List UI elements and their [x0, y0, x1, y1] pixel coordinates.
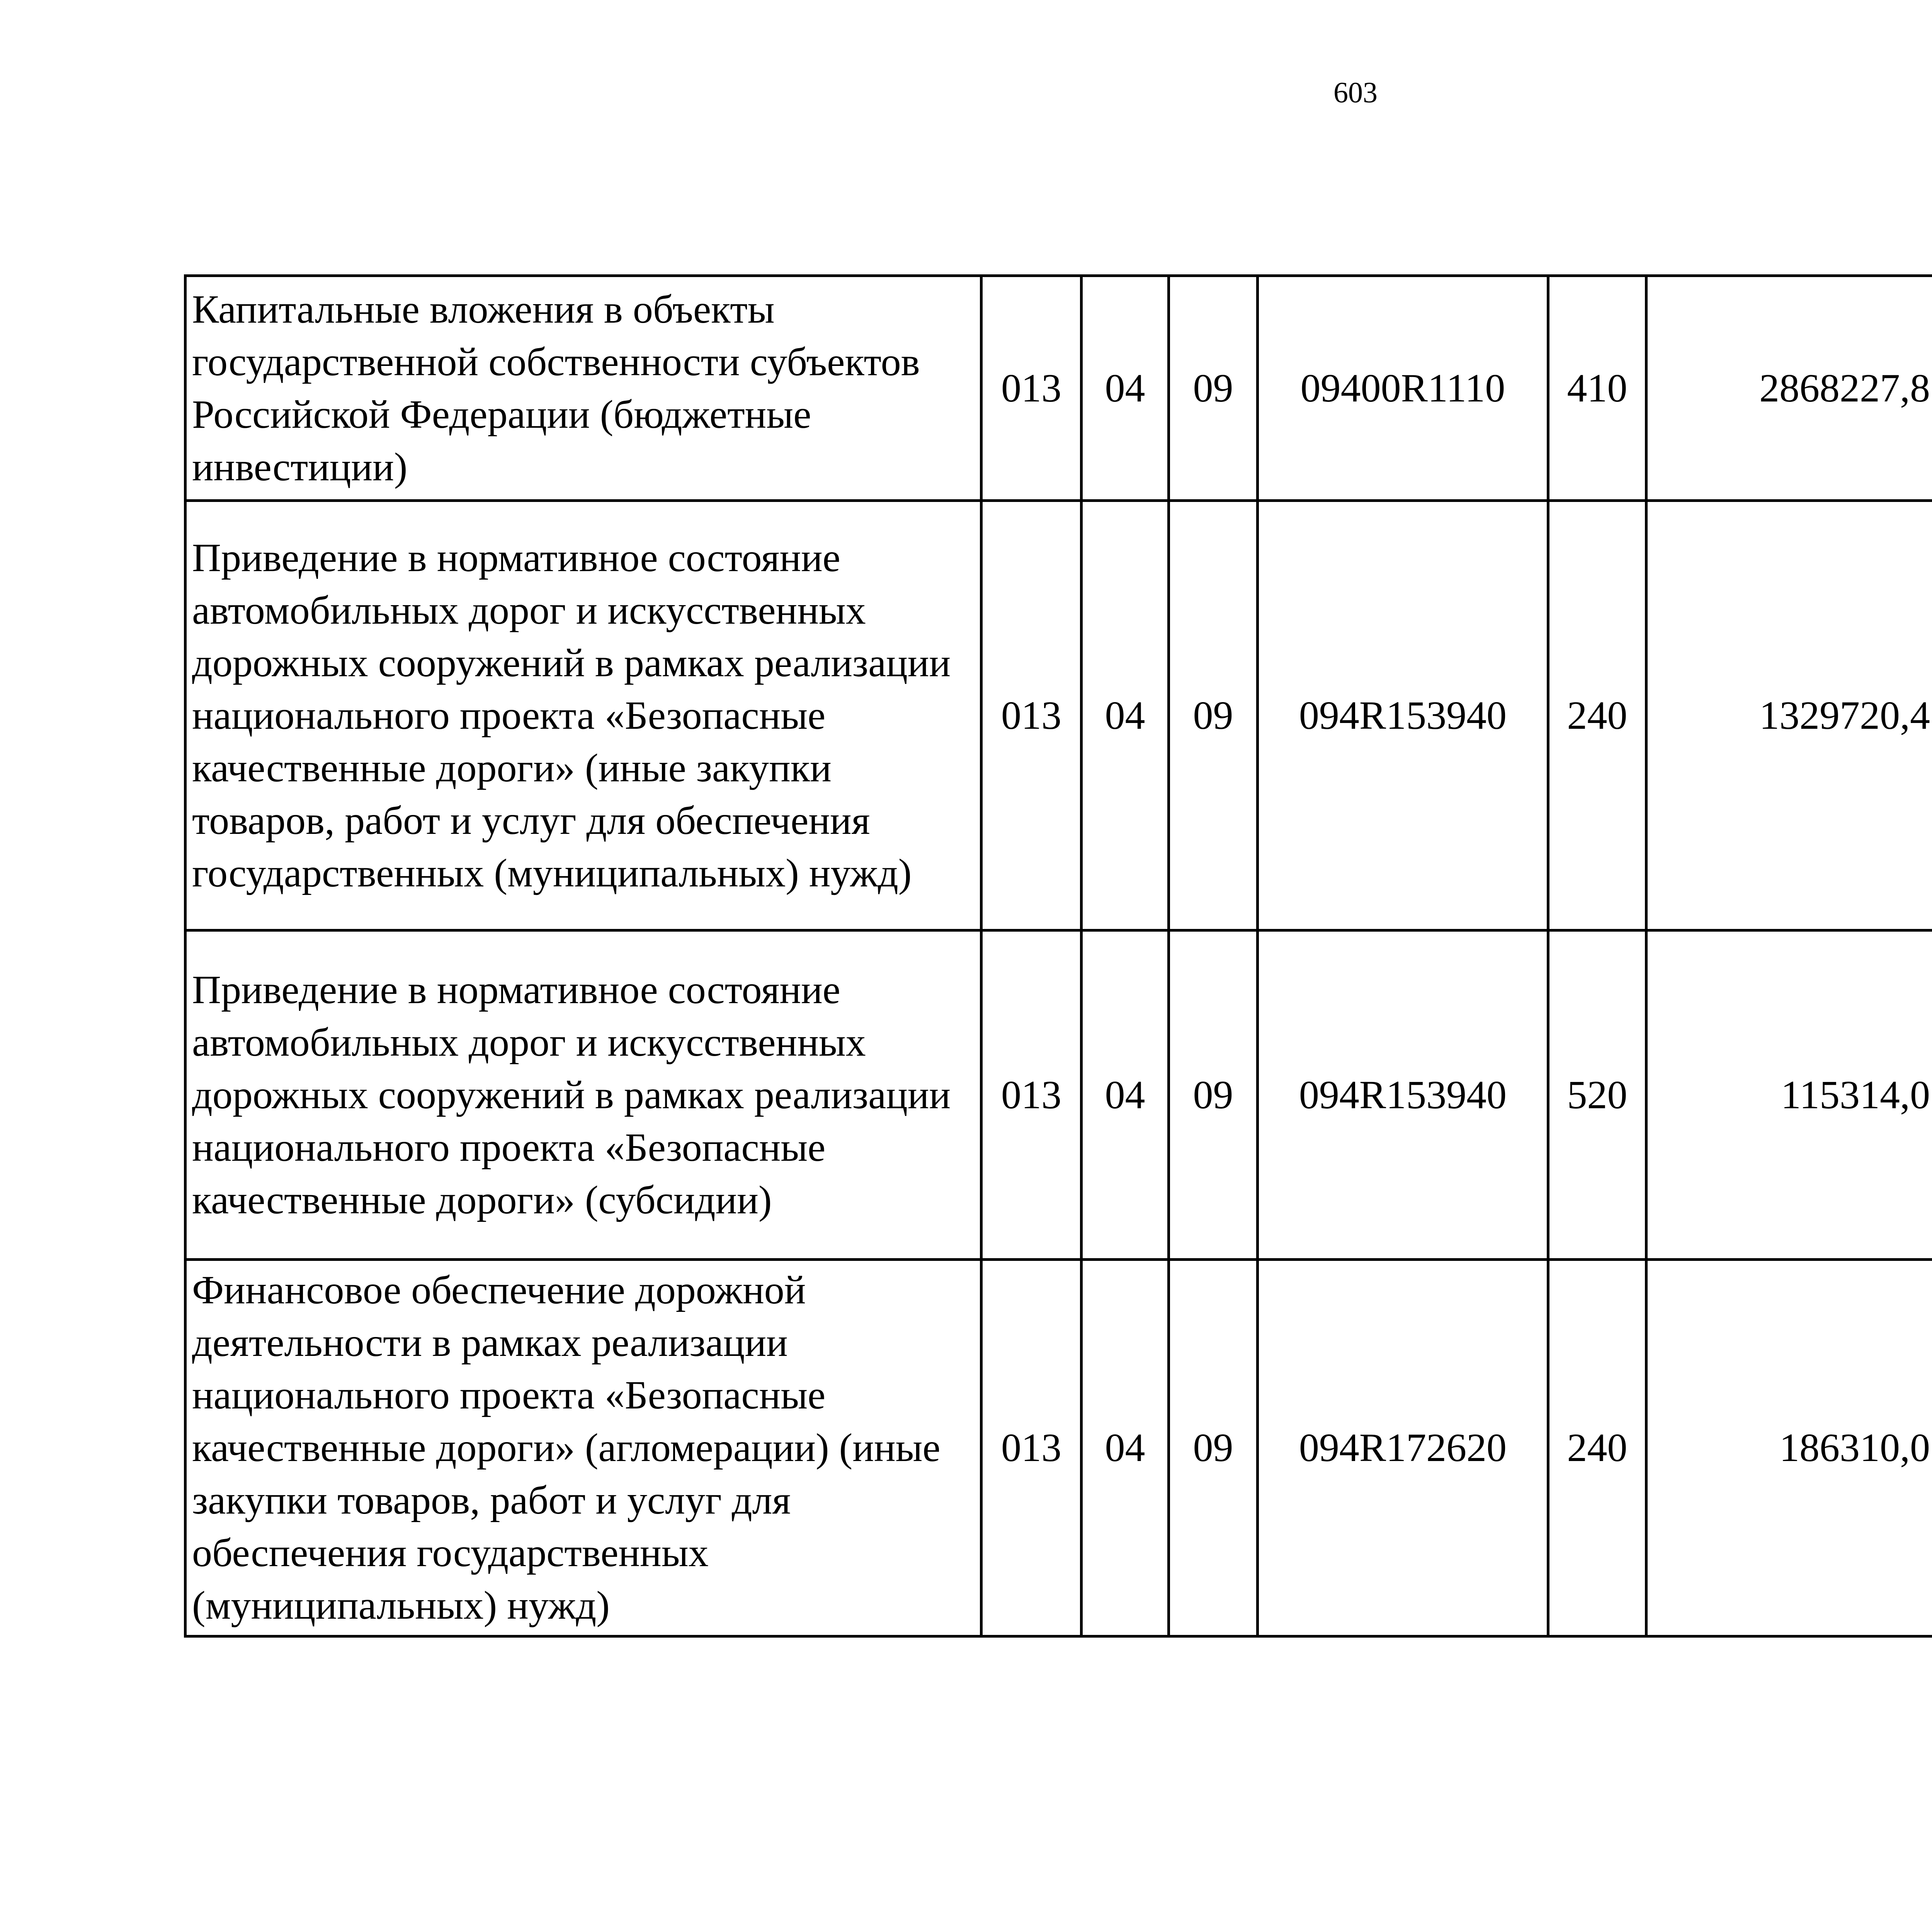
target-article-code: 094R172620 [1258, 1260, 1548, 1636]
expense-type-code: 520 [1548, 930, 1646, 1260]
row-description: Приведение в нормативное состояние автомобильных дорог и искусственных дорожных сооружений в рамках реализации национального проекта «Безопасные качественные дороги» (иные закупки товаров, работ и услуг для обеспечения государственных (муниципальных) нужд) [185, 501, 981, 930]
expense-type-code: 410 [1548, 276, 1646, 501]
section-code: 04 [1082, 1260, 1169, 1636]
table-row [185, 1260, 1932, 1636]
row-description: Приведение в нормативное состояние автомобильных дорог и искусственных дорожных сооружений в рамках реализации национального проекта «Безопасные качественные дороги» (субсидии) [185, 930, 981, 1260]
subsection-code: 09 [1169, 501, 1258, 930]
ministry-code: 013 [981, 501, 1082, 930]
amount-year-1: 2868227,8 [1646, 276, 1932, 501]
table-row [185, 930, 1932, 1260]
expense-type-code: 240 [1548, 1260, 1646, 1636]
table-row [185, 501, 1932, 930]
ministry-code: 013 [981, 276, 1082, 501]
subsection-code: 09 [1169, 1260, 1258, 1636]
target-article-code: 09400R1110 [1258, 276, 1548, 501]
section-code: 04 [1082, 930, 1169, 1260]
subsection-code: 09 [1169, 930, 1258, 1260]
page-number: 603 [1333, 77, 1378, 109]
amount-year-1: 186310,0 [1646, 1260, 1932, 1636]
ministry-code: 013 [981, 930, 1082, 1260]
amount-year-1: 115314,0 [1646, 930, 1932, 1260]
ministry-code: 013 [981, 1260, 1082, 1636]
table-row [185, 276, 1932, 501]
row-description: Капитальные вложения в объекты государственной собственности субъектов Российской Федерации (бюджетные инвестиции) [185, 276, 981, 501]
target-article-code: 094R153940 [1258, 930, 1548, 1260]
target-article-code: 094R153940 [1258, 501, 1548, 930]
section-code: 04 [1082, 276, 1169, 501]
row-description: Финансовое обеспечение дорожной деятельности в рамках реализации национального проекта «Безопасные качественные дороги» (агломерации) (иные закупки товаров, работ и услуг для обеспечения государственных (муниципальных) нужд) [185, 1260, 981, 1636]
section-code: 04 [1082, 501, 1169, 930]
subsection-code: 09 [1169, 276, 1258, 501]
budget-table [184, 274, 1932, 1638]
amount-year-1: 1329720,4 [1646, 501, 1932, 930]
expense-type-code: 240 [1548, 501, 1646, 930]
